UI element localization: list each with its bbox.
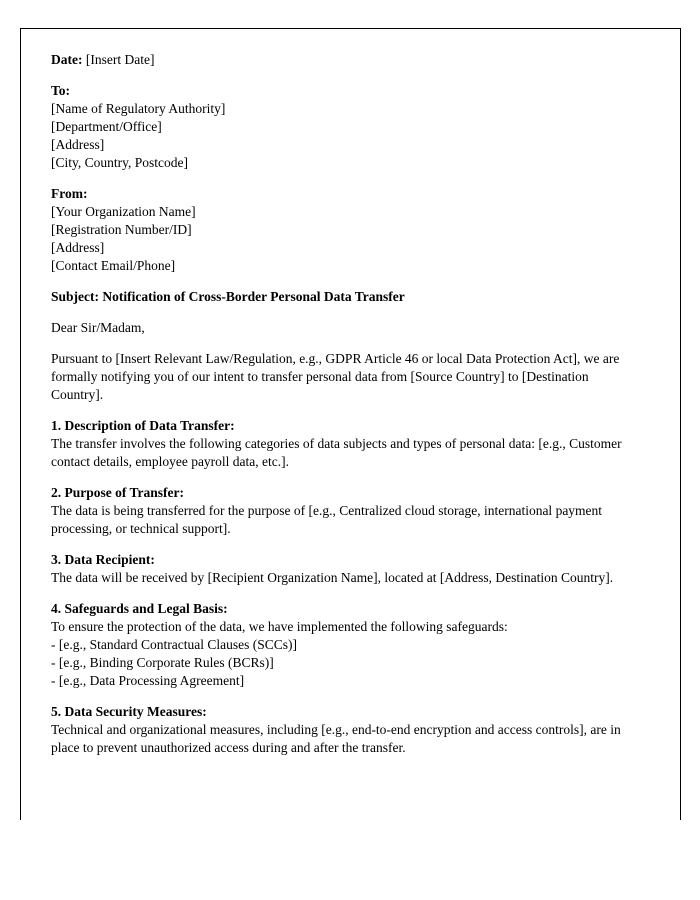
section-body: Technical and organizational measures, including [e.g., end-to-end encryption and access controls], are in place to prevent unauthorized access during and after the transfer. <box>51 722 621 755</box>
from-label: From: <box>51 186 88 201</box>
letter-page <box>20 28 681 820</box>
section-heading: 2. Purpose of Transfer: <box>51 485 184 500</box>
to-line: [Department/Office] <box>51 119 162 134</box>
section-body: The transfer involves the following categories of data subjects and types of personal data: [e.g., Customer contact details, employee payroll data, etc.]. <box>51 436 622 469</box>
section-heading: 1. Description of Data Transfer: <box>51 418 235 433</box>
to-line: [City, Country, Postcode] <box>51 155 188 170</box>
section-safeguards <box>51 600 626 690</box>
date-line <box>51 51 626 69</box>
section-heading-line <box>51 484 626 502</box>
from-line: [Contact Email/Phone] <box>51 258 176 273</box>
from-block <box>51 185 626 275</box>
to-line: [Name of Regulatory Authority] <box>51 101 226 116</box>
to-line: [Address] <box>51 137 105 152</box>
section-purpose <box>51 484 626 538</box>
safeguard-bullet: - [e.g., Data Processing Agreement] <box>51 673 245 688</box>
from-line: [Address] <box>51 240 105 255</box>
section-heading: 4. Safeguards and Legal Basis: <box>51 601 228 616</box>
to-block <box>51 82 626 172</box>
section-heading-line <box>51 600 626 618</box>
from-line: [Registration Number/ID] <box>51 222 192 237</box>
section-heading-line <box>51 703 626 721</box>
from-label-line <box>51 185 626 203</box>
section-recipient <box>51 551 626 587</box>
intro-paragraph: Pursuant to [Insert Relevant Law/Regulation, e.g., GDPR Article 46 or local Data Protection Act], we are formally notifying you of our intent to transfer personal data from [Source Country] to [Destination Country]. <box>51 351 620 402</box>
subject-text: Subject: Notification of Cross-Border Personal Data Transfer <box>51 289 405 304</box>
section-description <box>51 417 626 471</box>
subject-line <box>51 288 626 306</box>
to-label-line <box>51 82 626 100</box>
section-heading: 5. Data Security Measures: <box>51 704 207 719</box>
date-label: Date: <box>51 52 83 67</box>
safeguard-bullet: - [e.g., Binding Corporate Rules (BCRs)] <box>51 655 274 670</box>
section-security <box>51 703 626 757</box>
section-body: The data is being transferred for the purpose of [e.g., Centralized cloud storage, international payment processing, or technical support]. <box>51 503 603 536</box>
section-heading-line <box>51 417 626 435</box>
salutation: Dear Sir/Madam, <box>51 320 145 335</box>
section-heading: 3. Data Recipient: <box>51 552 155 567</box>
date-value: [Insert Date] <box>82 52 155 67</box>
from-line: [Your Organization Name] <box>51 204 196 219</box>
section-body: To ensure the protection of the data, we have implemented the following safeguards: <box>51 619 508 634</box>
section-heading-line <box>51 551 626 569</box>
safeguard-bullet: - [e.g., Standard Contractual Clauses (SCCs)] <box>51 637 297 652</box>
to-label: To: <box>51 83 71 98</box>
section-body: The data will be received by [Recipient Organization Name], located at [Address, Destination Country]. <box>51 570 614 585</box>
